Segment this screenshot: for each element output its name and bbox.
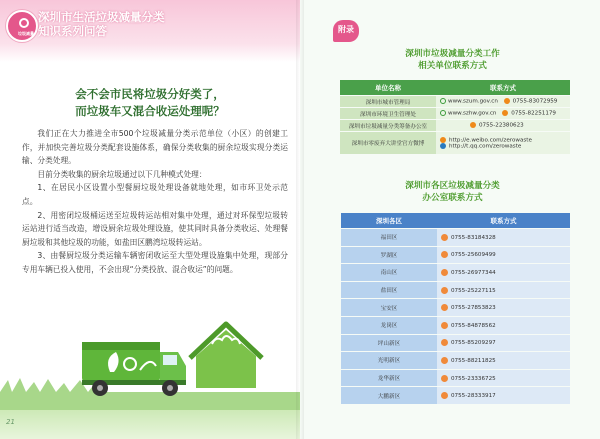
table2-title (330, 180, 575, 204)
district-name: 龙华新区 (341, 370, 437, 387)
tencent-weibo-icon (440, 143, 446, 149)
table-row (341, 370, 570, 387)
contact-cell (436, 120, 570, 131)
phone-icon (502, 110, 508, 116)
district-name: 宝安区 (341, 299, 437, 316)
question-line-1: 会不会市民将垃圾分好类了， (75, 87, 225, 101)
phone-cell (437, 282, 570, 299)
phone-number: 0755-88211825 (451, 357, 496, 364)
header-district: 深圳各区 (341, 213, 437, 228)
phone-number: 0755-26977344 (451, 269, 496, 276)
logo-text: 垃圾减量 (18, 31, 34, 36)
unit-name: 深圳市城市管理局 (340, 96, 436, 107)
district-name: 罗湖区 (341, 247, 437, 264)
paragraph: 3、由餐厨垃圾分类运输车辆密闭收运至大型处理设施集中处理，现部分专用车辆已投入使用，不会出现“分类投放、混合收运”的问题。 (22, 251, 288, 274)
phone-icon (441, 269, 448, 276)
table-row (341, 352, 570, 369)
answer-body (22, 127, 288, 277)
phone-cell (437, 264, 570, 281)
phone-number: 0755-82251179 (511, 110, 556, 117)
phone-icon (441, 322, 448, 329)
header-contact: 联系方式 (436, 80, 570, 95)
truck-house-illustration (0, 300, 300, 410)
table-row (341, 229, 570, 246)
paragraph: 2、用密闭垃圾桶运送至垃圾转运站相对集中处理，通过对环保型垃圾转运站进行适当改造，增设厨余垃圾处理设施，使其同时具备分类收运、处理餐厨垃圾和其他垃圾的功能，如盐田区鹏湾垃圾转运站。 (22, 210, 288, 247)
header-unit: 单位名称 (340, 80, 436, 95)
tag-text: 附录 (338, 25, 354, 34)
table-header-row (340, 80, 570, 95)
table2-title-line-2: 办公室联系方式 (422, 193, 483, 203)
district-name: 盐田区 (341, 282, 437, 299)
phone-cell (437, 335, 570, 352)
weibo-link[interactable]: http://e.weibo.com/zerowaste (449, 137, 532, 143)
district-name: 坪山新区 (341, 335, 437, 352)
table-header-row (341, 213, 570, 228)
table-row (341, 335, 570, 352)
units-contact-table (340, 79, 570, 155)
contact-cell (436, 96, 570, 107)
contact-cell (436, 132, 570, 154)
phone-icon (441, 287, 448, 294)
phone-icon (441, 392, 448, 399)
phone-number: 0755-84878562 (451, 322, 496, 329)
phone-cell (437, 229, 570, 246)
header-title-line-1: 深圳市生活垃圾减量分类 (38, 10, 165, 24)
phone-cell (437, 247, 570, 264)
globe-icon (440, 98, 446, 104)
district-name: 龙岗区 (341, 317, 437, 334)
table-row (341, 264, 570, 281)
table-row (340, 120, 570, 131)
logo (6, 10, 38, 42)
phone-icon (504, 98, 510, 104)
question-line-2: 而垃圾车又混合收运处理呢？ (75, 104, 225, 118)
phone-cell (437, 317, 570, 334)
header-contact: 联系方式 (437, 213, 570, 228)
phone-number: 0755-22380623 (479, 122, 524, 129)
unit-name: 深圳市环境卫生管理处 (340, 108, 436, 119)
phone-number: 0755-25227115 (451, 287, 496, 294)
table-row (340, 96, 570, 107)
header-title (38, 10, 165, 38)
question-heading (0, 86, 300, 120)
phone-icon (441, 304, 448, 311)
district-name: 大鹏新区 (341, 387, 437, 404)
phone-icon (441, 339, 448, 346)
spine-shadow (296, 0, 304, 439)
header-title-line-2: 知识系列问答 (38, 24, 107, 38)
page-number: 21 (6, 418, 15, 426)
weibo-icon (440, 137, 446, 143)
table-row (341, 299, 570, 316)
table1-title-line-1: 深圳市垃圾减量分类工作 (405, 49, 500, 59)
phone-icon (441, 234, 448, 241)
table2-title-line-1: 深圳市各区垃圾减量分类 (405, 181, 500, 191)
phone-number: 0755-83184328 (451, 234, 496, 241)
table-row (340, 132, 570, 154)
heart-icon (19, 18, 29, 28)
table-row (341, 317, 570, 334)
globe-icon (440, 110, 446, 116)
website-link[interactable]: www.szum.gov.cn (448, 98, 498, 105)
appendix-tag (333, 20, 359, 42)
district-name: 福田区 (341, 229, 437, 246)
phone-icon (441, 251, 448, 258)
table1-title (330, 48, 575, 72)
table-row (341, 282, 570, 299)
table1-title-line-2: 相关单位联系方式 (418, 61, 487, 71)
paragraph: 目前分类收集的厨余垃圾通过以下几种模式处理： (37, 169, 207, 179)
phone-number: 0755-27853823 (451, 305, 496, 312)
website-link[interactable]: www.szhw.gov.cn (448, 110, 497, 117)
phone-icon (470, 122, 476, 128)
phone-cell (437, 352, 570, 369)
district-name: 南山区 (341, 264, 437, 281)
phone-number: 0755-83072959 (512, 98, 558, 105)
table-row (341, 247, 570, 264)
phone-cell (437, 387, 570, 404)
phone-cell (437, 370, 570, 387)
table-row (340, 108, 570, 119)
paragraph: 我们正在大力推进全市500个垃圾减量分类示范单位（小区）的创建工作，并加快完善垃圾分类配套设施体系，确保分类收集的厨余垃圾实现分类运输、分类处理。 (22, 129, 288, 166)
phone-icon (441, 357, 448, 364)
phone-number: 0755-28333917 (451, 393, 496, 400)
phone-cell (437, 299, 570, 316)
district-name: 光明新区 (341, 352, 437, 369)
tencent-weibo-link[interactable]: http://t.qq.com/zerowaste (449, 143, 522, 150)
district-contact-table (341, 212, 570, 405)
phone-number: 0755-85209297 (451, 340, 496, 347)
phone-icon (441, 375, 448, 382)
phone-number: 0755-25609499 (451, 252, 496, 259)
phone-number: 0755-23336725 (451, 375, 496, 382)
table-row (341, 387, 570, 404)
unit-name: 深圳市零废弃大讲堂官方微博 (340, 132, 436, 154)
contact-cell (436, 108, 570, 119)
unit-name: 深圳市垃圾减量分类筹备办公室 (340, 120, 436, 131)
paragraph: 1、在居民小区设置小型餐厨垃圾处理设备就地处理，如市环卫处示范点。 (22, 183, 288, 206)
